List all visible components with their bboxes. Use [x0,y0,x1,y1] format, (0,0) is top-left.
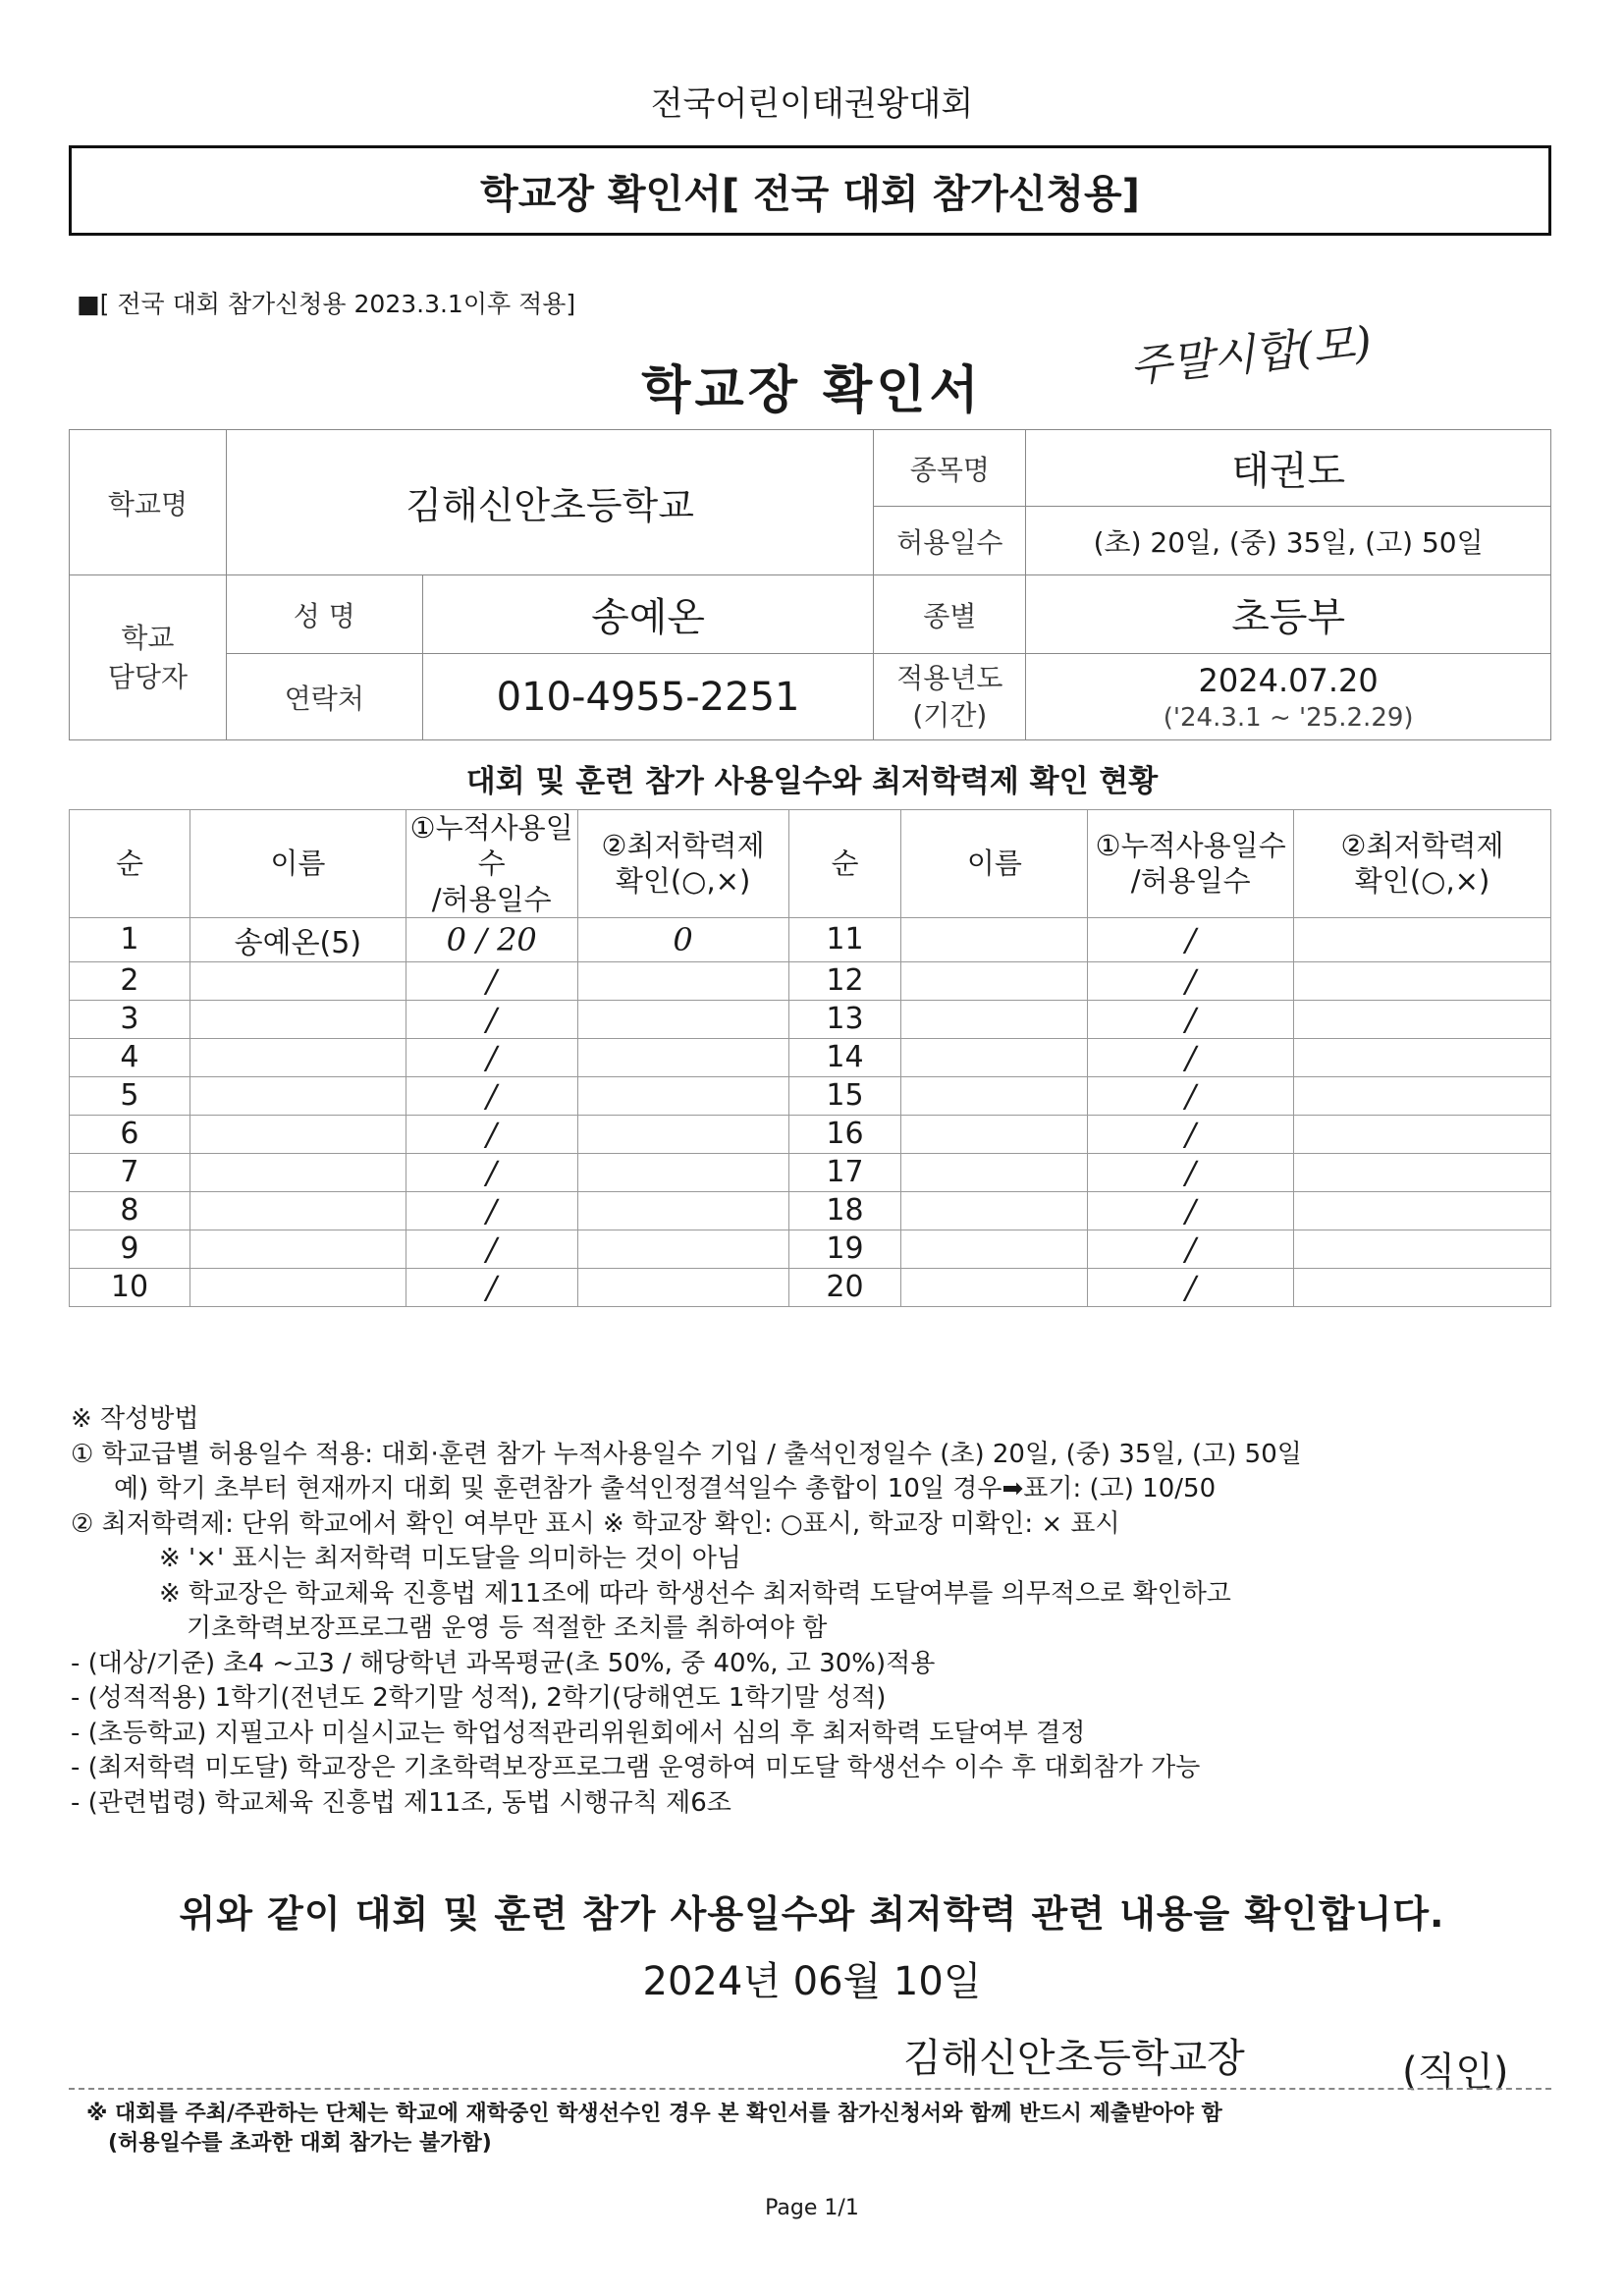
header-days: ①누적사용일수 /허용일수 [406,810,577,918]
row-number: 20 [788,1268,901,1306]
table-row [70,917,1551,961]
document-banner: 학교장 확인서[ 전국 대회 참가신청용] [69,145,1551,236]
header-no: 순 [70,810,190,918]
academic-check [1294,1038,1551,1076]
school-name-label: 학교명 [70,430,227,575]
phone-label: 연락처 [226,654,422,740]
year-period: ('24.3.1 ~ '25.2.29) [1163,702,1414,733]
division-value: 초등부 [1026,575,1551,654]
instruction-line: 기초학력보장프로그램 운영 등 적절한 조치를 취하여야 함 [187,1613,828,1643]
row-number: 1 [70,917,190,961]
table-row [70,1191,1551,1230]
phone-value: 010-4955-2251 [422,654,874,740]
row-number: 13 [788,1000,901,1038]
student-name [189,1268,406,1306]
instruction-line: ※ 작성방법 [71,1404,199,1434]
used-days: / [1088,1268,1294,1306]
used-days: / [1088,1230,1294,1268]
student-name [189,1038,406,1076]
footer-note [86,2100,1222,2159]
principal-name: 김해신안초등학교장 [903,2036,1245,2081]
section-title: 대회 및 훈련 참가 사용일수와 최저학력제 확인 현황 [465,764,1159,799]
student-name [189,1153,406,1191]
applicability-note: ■[ 전국 대회 참가신청용 2023.3.1이후 적용] [77,290,576,318]
usage-table-header [70,810,1551,918]
academic-check [1294,1153,1551,1191]
academic-check [1294,1268,1551,1306]
used-days: / [1088,1000,1294,1038]
row-number: 12 [788,961,901,1000]
row-number: 16 [788,1115,901,1153]
contact-person-label: 학교 담당자 [70,575,227,740]
instruction-line: - (초등학교) 지필고사 미실시교는 학업성적관리위원회에서 심의 후 최저학력 도달여부 결정 [71,1718,1086,1748]
header-name: 이름 [189,810,406,918]
used-days: / [1088,1115,1294,1153]
used-days: / [1088,1191,1294,1230]
table-row [70,1230,1551,1268]
table-row [70,1115,1551,1153]
academic-check [1294,1230,1551,1268]
row-number: 7 [70,1153,190,1191]
table-row [70,1076,1551,1115]
student-name: 송예온(5) [189,917,406,961]
instruction-line: ※ 학교장은 학교체육 진흥법 제11조에 따라 학생선수 최저학력 도달여부를 의무적으로 확인하고 [159,1578,1231,1609]
usage-table [69,809,1551,1307]
header-academic: ②최저학력제 확인(○,×) [1294,810,1551,918]
name-value: 송예온 [422,575,874,654]
used-days: / [1088,917,1294,961]
table-row [70,1000,1551,1038]
academic-check [577,1268,788,1306]
row-number: 11 [788,917,901,961]
used-days: / [1088,1038,1294,1076]
academic-check [577,1230,788,1268]
academic-check [577,1115,788,1153]
academic-check [1294,1191,1551,1230]
student-name [189,961,406,1000]
year-cell [1026,654,1551,740]
student-name [901,1268,1088,1306]
instruction-line: - (대상/기준) 초4 ~고3 / 해당학년 과목평균(초 50%, 중 40%, 고 30%)적용 [71,1648,936,1678]
page-number: Page 1/1 [765,2196,859,2220]
table-row [70,1268,1551,1306]
instruction-line: ① 학교급별 허용일수 적용: 대회·훈련 참가 누적사용일수 기입 / 출석인정일수 (초) 20일, (중) 35일, (고) 50일 [71,1439,1302,1469]
year-label: 적용년도 (기간) [874,654,1026,740]
used-days: / [406,1191,577,1230]
academic-check [577,961,788,1000]
row-number: 15 [788,1076,901,1115]
table-row [70,1038,1551,1076]
name-label: 성 명 [226,575,422,654]
allowed-days-label: 허용일수 [874,507,1026,575]
academic-check [577,1153,788,1191]
student-name [901,1000,1088,1038]
student-name [901,1115,1088,1153]
row-number: 2 [70,961,190,1000]
academic-check [1294,1115,1551,1153]
academic-check [1294,961,1551,1000]
used-days: / [406,1268,577,1306]
school-name-value: 김해신안초등학교 [226,430,874,575]
row-number: 19 [788,1230,901,1268]
student-name [901,961,1088,1000]
used-days: / [1088,1153,1294,1191]
academic-check: 0 [577,917,788,961]
academic-check [1294,1000,1551,1038]
instruction-line: - (관련법령) 학교체육 진흥법 제11조, 동법 시행규칙 제6조 [71,1787,731,1818]
footer-note-line-1: ※ 대회를 주최/주관하는 단체는 학교에 재학중인 학생선수인 경우 본 확인서를 참가신청서와 함께 반드시 제출받아야 함 [86,2102,1222,2126]
student-name [189,1230,406,1268]
instruction-line: - (성적적용) 1학기(전년도 2학기말 성적), 2학기(당해연도 1학기말 성적) [71,1683,887,1713]
row-number: 17 [788,1153,901,1191]
sport-label: 종목명 [874,430,1026,507]
student-name [901,1191,1088,1230]
academic-check [577,1191,788,1230]
school-info-table [69,429,1551,740]
used-days: 0 / 20 [406,917,577,961]
used-days: / [406,1230,577,1268]
handwritten-note: 주말시합(모) [1127,317,1375,393]
used-days: / [406,1115,577,1153]
division-label: 종별 [874,575,1026,654]
header-no: 순 [788,810,901,918]
row-number: 18 [788,1191,901,1230]
divider [69,2088,1551,2090]
row-number: 5 [70,1076,190,1115]
allowed-days-value: (초) 20일, (중) 35일, (고) 50일 [1026,507,1551,575]
used-days: / [406,1038,577,1076]
writing-instructions [71,1402,1563,1821]
used-days: / [406,1076,577,1115]
student-name [901,1038,1088,1076]
row-number: 8 [70,1191,190,1230]
student-name [189,1115,406,1153]
student-name [189,1191,406,1230]
header-days: ①누적사용일수 /허용일수 [1088,810,1294,918]
row-number: 10 [70,1268,190,1306]
confirmation-date: 2024년 06월 10일 [642,1959,982,2004]
row-number: 14 [788,1038,901,1076]
academic-check [577,1038,788,1076]
header-name: 이름 [901,810,1088,918]
student-name [901,917,1088,961]
official-seal: (직인) [1402,2050,1509,2095]
instruction-line: 예) 학기 초부터 현재까지 대회 및 훈련참가 출석인정결석일수 총합이 10일 경우➡표기: (고) 10/50 [114,1474,1217,1503]
student-name [901,1153,1088,1191]
footer-note-line-2: (허용일수를 초과한 대회 참가는 불가함) [108,2131,492,2156]
year-value: 2024.07.20 [1198,661,1379,699]
used-days: / [1088,1076,1294,1115]
header-academic: ②최저학력제 확인(○,×) [577,810,788,918]
event-title: 전국어린이태권왕대회 [650,84,974,124]
instruction-line: ※ '×' 표시는 최저학력 미도달을 의미하는 것이 아님 [159,1544,741,1573]
instruction-line: - (최저학력 미도달) 학교장은 기초학력보장프로그램 운영하여 미도달 학생선수 이수 후 대회참가 가능 [71,1753,1201,1782]
academic-check [1294,917,1551,961]
used-days: / [406,1000,577,1038]
used-days: / [1088,961,1294,1000]
used-days: / [406,1153,577,1191]
instruction-line: ② 최저학력제: 단위 학교에서 확인 여부만 표시 ※ 학교장 확인: ○표시, 학교장 미확인: × 표시 [71,1508,1120,1539]
confirmation-statement: 위와 같이 대회 및 훈련 참가 사용일수와 최저학력 관련 내용을 확인합니다. [179,1892,1445,1936]
sport-value: 태권도 [1026,430,1551,507]
student-name [189,1076,406,1115]
academic-check [577,1000,788,1038]
student-name [901,1076,1088,1115]
used-days: / [406,961,577,1000]
row-number: 9 [70,1230,190,1268]
form-title: 학교장 확인서 [641,361,983,420]
student-name [901,1230,1088,1268]
row-number: 4 [70,1038,190,1076]
table-row [70,961,1551,1000]
row-number: 3 [70,1000,190,1038]
row-number: 6 [70,1115,190,1153]
table-row [70,1153,1551,1191]
academic-check [1294,1076,1551,1115]
student-name [189,1000,406,1038]
academic-check [577,1076,788,1115]
